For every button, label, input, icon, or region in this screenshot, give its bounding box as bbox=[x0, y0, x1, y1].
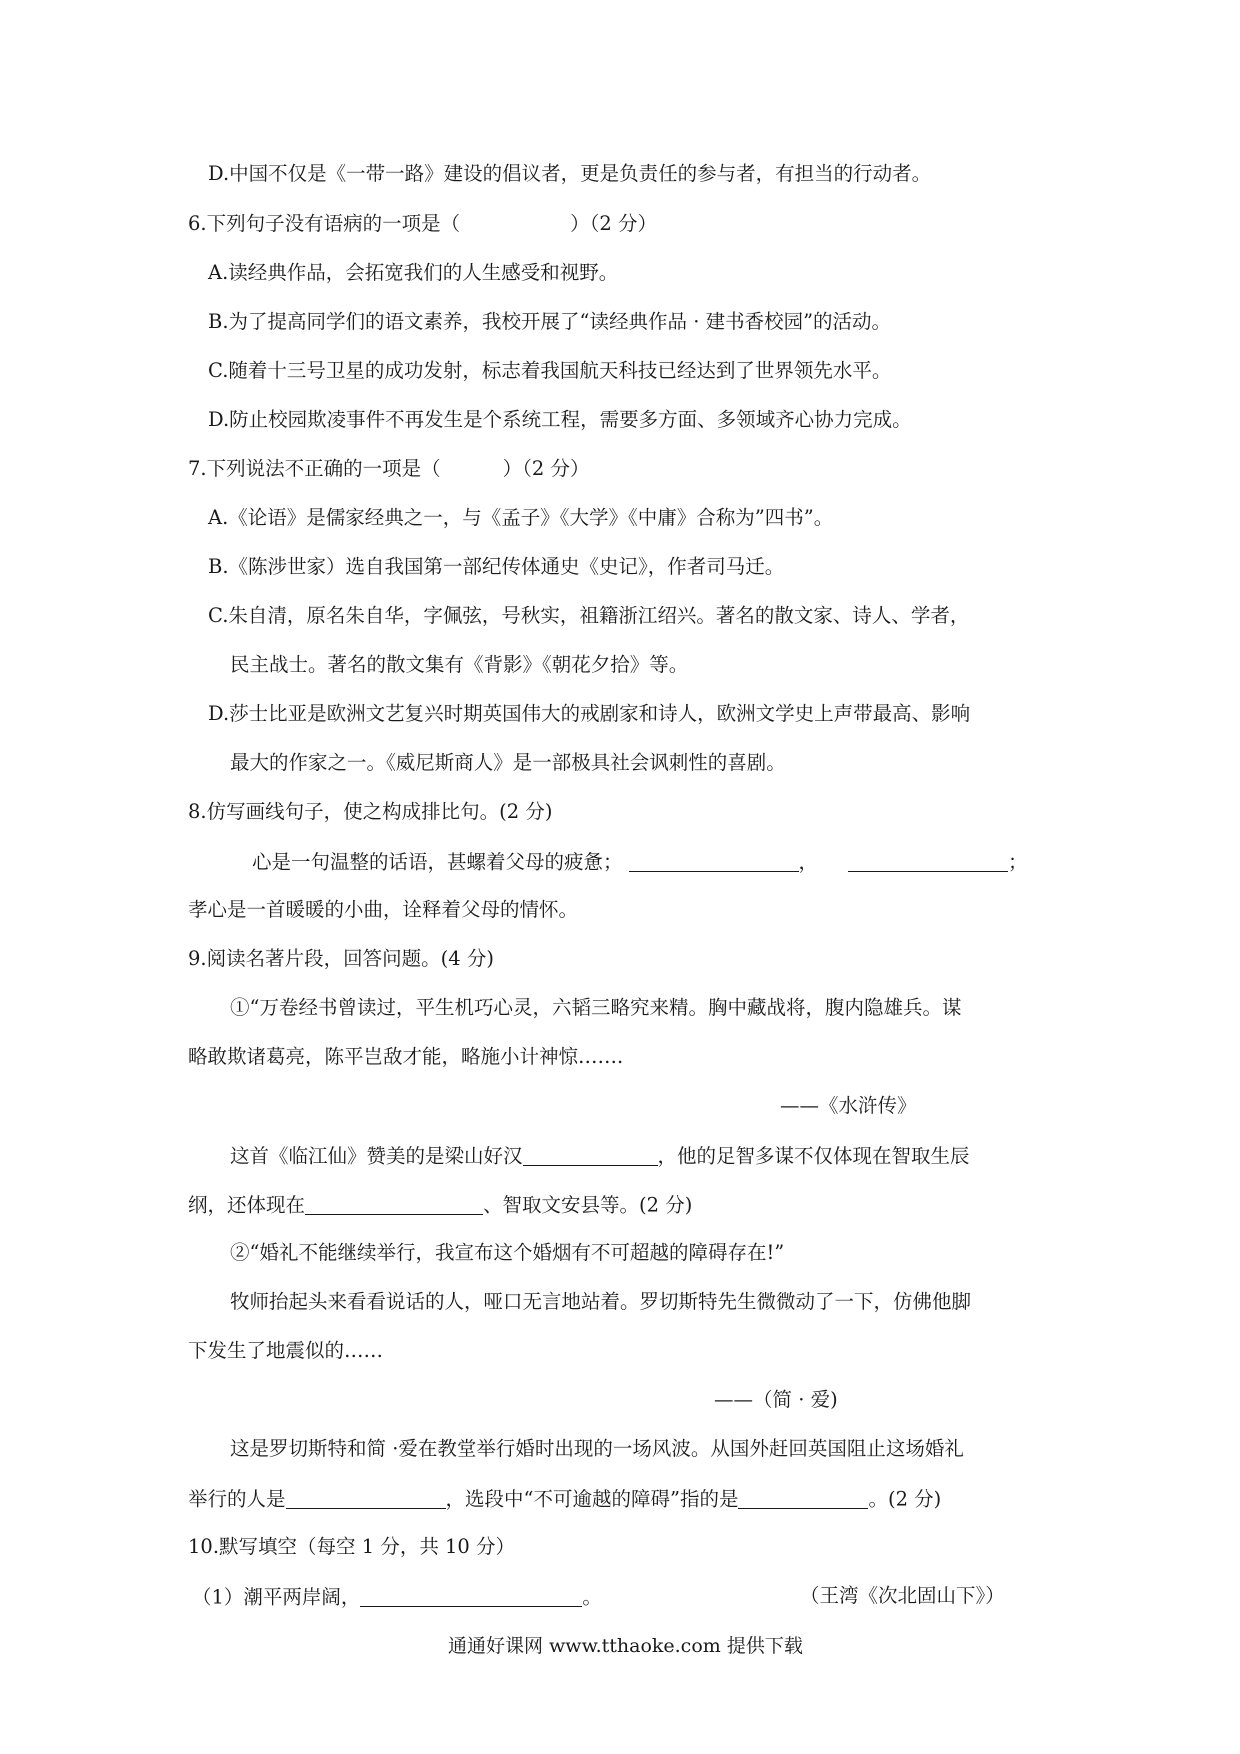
page-footer: 通通好课网 www.tthaoke.com 提供下载 bbox=[448, 1635, 803, 1657]
q9-q1-text-c: 纲，还体现在 bbox=[188, 1193, 306, 1217]
q9-blank-4[interactable] bbox=[738, 1488, 868, 1509]
q9-question1-line2 bbox=[188, 1194, 692, 1215]
q6-stem-text: 6.下列句子没有语病的一项是（ bbox=[188, 212, 461, 235]
q8-blank-1[interactable] bbox=[629, 851, 799, 872]
q7-option-a: A.《论语》是儒家经典之一，与《孟子》《大学》《中庸》合称为”四书”。 bbox=[208, 506, 834, 529]
q8-blank-2[interactable] bbox=[848, 851, 1008, 872]
q9-question2-line1: 这是罗切斯特和简 ·爱在教堂举行婚时出现的一场风波。从国外赶回英国阻止这场婚礼 bbox=[230, 1437, 964, 1460]
q6-option-a: A.读经典作品，会拓宽我们的人生感受和视野。 bbox=[208, 261, 619, 284]
q9-passage1-line1: ①“万卷经书曾读过，平生机巧心灵，六韬三略究来精。胸中藏战将，腹内隐雄兵。谋 bbox=[230, 996, 962, 1019]
q9-source-2: ——（简 · 爱) bbox=[714, 1388, 838, 1411]
q6-option-d: D.防止校园欺凌事件不再发生是个系统工程，需要多方面、多领域齐心协力完成。 bbox=[208, 408, 912, 431]
q9-passage2-line2: 牧师抬起头来看看说话的人，哑口无言地站着。罗切斯特先生微微动了一下，仿佛他脚 bbox=[230, 1290, 972, 1313]
q7-option-c-line1: C.朱自清，原名朱自华，字佩弦，号秋实，祖籍浙江绍兴。著名的散文家、诗人、学者， bbox=[208, 604, 970, 627]
q9-blank-1[interactable] bbox=[523, 1145, 658, 1166]
q7-score: ）（2 分） bbox=[502, 457, 590, 480]
q6-score: ）（2 分） bbox=[570, 212, 657, 235]
q6-option-c: C.随着十三号卫星的成功发射，标志着我国航天科技已经达到了世界领先水平。 bbox=[208, 359, 892, 382]
q9-question1-line1 bbox=[230, 1145, 970, 1166]
q10-item1-text: （1）潮平两岸阔， bbox=[192, 1585, 361, 1609]
q10-stem: 10.默写填空（每空 1 分，共 10 分） bbox=[188, 1535, 516, 1558]
q7-option-d-line1: D.莎士比亚是欧洲文艺复兴时期英国伟大的戒剧家和诗人，欧洲文学史上声带最高、影响 bbox=[208, 702, 971, 725]
q9-passage1-line2: 略敢欺诸葛亮，陈平岂敌才能，略施小计神惊……. bbox=[188, 1045, 624, 1068]
q8-stem: 8.仿写画线句子，使之构成排比句。(2 分) bbox=[188, 800, 553, 823]
q10-item1-source: （王湾《次北固山下》） bbox=[800, 1584, 1005, 1607]
q9-q1-text-d: 、智取文安县等。(2 分) bbox=[483, 1193, 693, 1217]
q9-q2-text-a: 举行的人是 bbox=[188, 1487, 286, 1511]
q10-item1 bbox=[192, 1586, 602, 1607]
q7-stem-text: 7.下列说法不正确的一项是（ bbox=[188, 457, 441, 480]
q8-line1 bbox=[252, 851, 1028, 872]
q8-line1-text: 心是一句温整的话语，甚螺着父母的疲惫； bbox=[252, 850, 623, 874]
q9-q1-text-b: ，他的足智多谋不仅体现在智取生辰 bbox=[657, 1144, 970, 1168]
q7-option-c-line2: 民主战士。著名的散文集有《背影》《朝花夕拾》等。 bbox=[230, 653, 689, 676]
q9-passage2-line3: 下发生了地震似的…… bbox=[188, 1339, 384, 1362]
q9-passage2-line1: ②“婚礼不能继续举行，我宣布这个婚烟有不可超越的障碍存在!” bbox=[230, 1241, 785, 1264]
q9-blank-3[interactable] bbox=[286, 1488, 446, 1509]
q9-q2-text-c: 。(2 分) bbox=[868, 1487, 942, 1511]
q8-separator-1: ， bbox=[798, 850, 819, 874]
q7-stem bbox=[188, 459, 589, 479]
q8-separator-2: ； bbox=[1008, 850, 1028, 874]
q5-option-d: D.中国不仅是《一带一路》建设的倡议者，更是负责任的参与者，有担当的行动者。 bbox=[208, 162, 932, 185]
q9-q1-text-a: 这首《临江仙》赞美的是梁山好汉 bbox=[230, 1144, 523, 1168]
q7-option-d-line2: 最大的作家之一。《威尼斯商人》是一部极具社会讽刺性的喜剧。 bbox=[230, 751, 786, 774]
q9-blank-2[interactable] bbox=[305, 1194, 483, 1215]
q7-option-b: B.《陈涉世家）选自我国第一部纪传体通史《史记》，作者司马迁。 bbox=[208, 555, 785, 578]
q9-question2-line2 bbox=[188, 1488, 941, 1509]
q10-item1-end: 。 bbox=[582, 1585, 602, 1609]
q10-blank-1[interactable] bbox=[360, 1586, 582, 1607]
q9-q2-text-b: ，选段中“不可逾越的障碍”指的是 bbox=[445, 1487, 739, 1511]
q9-stem: 9.阅读名著片段，回答问题。(4 分) bbox=[188, 947, 494, 970]
q9-source-1: ——《水浒传》 bbox=[780, 1094, 917, 1117]
q6-stem bbox=[188, 214, 657, 234]
q8-line2: 孝心是一首暖暖的小曲，诠释着父母的情怀。 bbox=[188, 898, 579, 921]
q6-option-b: B.为了提高同学们的语文素养，我校开展了“读经典作品 · 建书香校园”的活动。 bbox=[208, 310, 892, 333]
